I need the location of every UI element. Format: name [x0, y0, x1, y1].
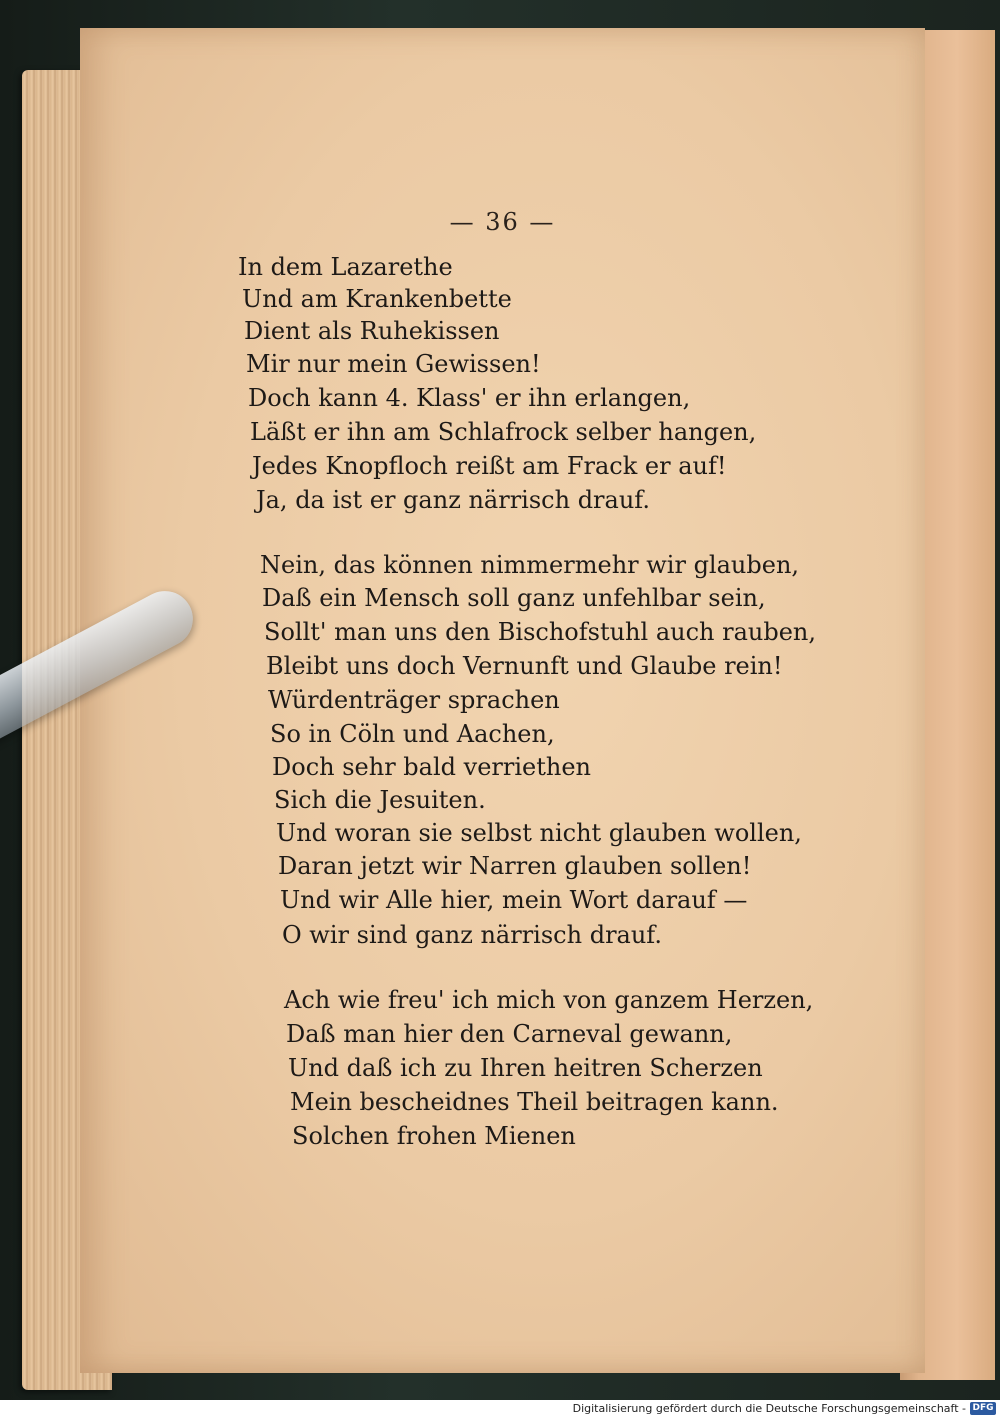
verse-line: Ach wie freu' ich mich von ganzem Herzen,: [284, 986, 814, 1014]
book-page: [80, 28, 925, 1373]
verse-line: Solchen frohen Mienen: [292, 1122, 576, 1150]
verse-line: Und daß ich zu Ihren heitren Scherzen: [288, 1054, 763, 1082]
verse-line: Doch sehr bald verriethen: [272, 753, 591, 781]
verse-line: Daß ein Mensch soll ganz unfehlbar sein,: [262, 584, 766, 612]
verse-line: Daß man hier den Carneval gewann,: [286, 1020, 733, 1048]
verse-line: Bleibt uns doch Vernunft und Glaube rein!: [266, 652, 783, 680]
dfg-logo-icon: DFG: [970, 1402, 996, 1415]
verse-line: So in Cöln und Aachen,: [270, 720, 555, 748]
verse-line: O wir sind ganz närrisch drauf.: [282, 921, 662, 949]
verse-line: Läßt er ihn am Schlafrock selber hangen,: [250, 418, 757, 446]
verse-line: Würdenträger sprachen: [268, 686, 560, 714]
dfg-credit-text: Digitalisierung gefördert durch die Deutsche Forschungsgemeinschaft -: [572, 1402, 966, 1415]
verse-line: Sich die Jesuiten.: [274, 786, 486, 814]
verse-line: Und am Krankenbette: [242, 285, 512, 313]
verse-line: Nein, das können nimmermehr wir glauben,: [260, 551, 800, 579]
verse-line: Mir nur mein Gewissen!: [246, 350, 541, 378]
verse-line: In dem Lazarethe: [238, 253, 453, 281]
verse-line: Und woran sie selbst nicht glauben wollen,: [276, 819, 802, 847]
verse-line: Dient als Ruhekissen: [244, 317, 500, 345]
verse-line: Doch kann 4. Klass' er ihn erlangen,: [248, 384, 691, 412]
verse-line: Sollt' man uns den Bischofstuhl auch rauben,: [264, 618, 816, 646]
verse-line: Jedes Knopfloch reißt am Frack er auf!: [252, 452, 727, 480]
page-number: — 36 —: [449, 208, 556, 236]
verse-line: Daran jetzt wir Narren glauben sollen!: [278, 852, 752, 880]
verse-line: Ja, da ist er ganz närrisch drauf.: [256, 486, 650, 514]
verse-line: Und wir Alle hier, mein Wort darauf —: [280, 886, 748, 914]
verse-line: Mein bescheidnes Theil beitragen kann.: [290, 1088, 779, 1116]
